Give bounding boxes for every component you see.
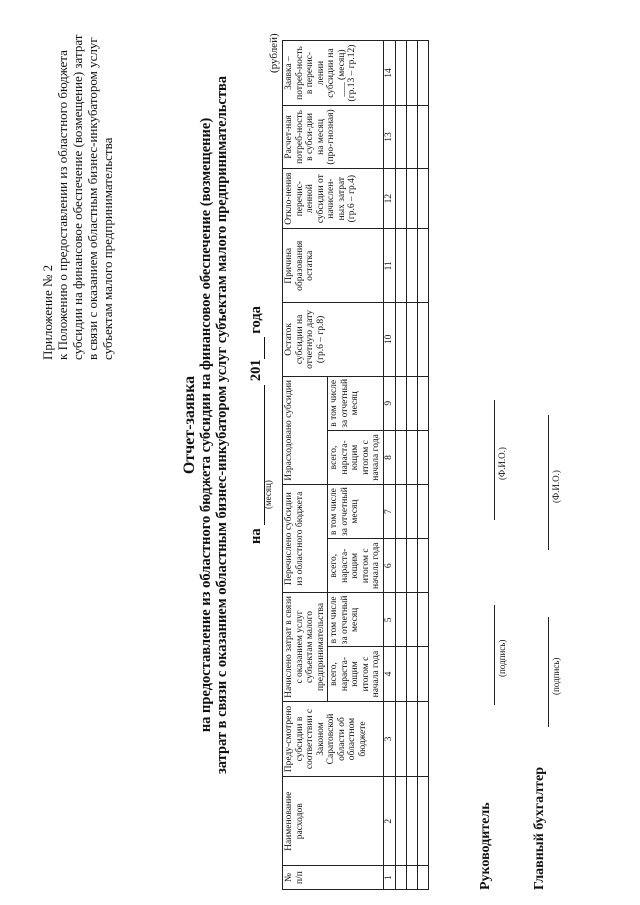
h-request: Заявка – потреб-ность в перечис-лении субсидии на ___ (месяц) (гр.13 – гр.12): [283, 41, 384, 106]
sub-cum-accrued: всего, нараста-ющим итогом с начала года: [328, 647, 384, 701]
period-on: на: [248, 528, 264, 544]
h-balance: Остаток субсидии на отчетную дату (гр.6 – гр.8): [283, 303, 384, 377]
h-num: № п/п: [283, 866, 384, 890]
col-num: 9: [383, 376, 395, 430]
year-blank: [250, 337, 265, 359]
unit-label: (рублей): [268, 33, 280, 73]
table-row: [417, 41, 428, 890]
table-row: [395, 41, 406, 890]
h-spent: Израсходовано субсидии: [283, 376, 328, 484]
title-line-1: Отчет-заявка: [181, 375, 198, 475]
col-num: 2: [383, 777, 395, 866]
appendix-text: к Положению о предоставлении из областного бюджета субсидии на финансовое обеспечение (возмещение) затрат в связи с оказанием областным бизнес-инкубатором услуг субъектам малого предпринимательства: [55, 34, 115, 360]
head-name-line: [494, 400, 495, 520]
sub-month-spent: в том числе за отчетный месяц: [328, 376, 384, 430]
accountant-name-line: [548, 415, 549, 550]
sub-cum-spent: всего, нараста-ющим итогом с начала года: [328, 430, 384, 484]
accountant-sign-line: [548, 617, 549, 727]
col-num: 3: [383, 701, 395, 777]
appendix-number: Приложение № 2: [40, 264, 55, 360]
col-num: 11: [383, 229, 395, 303]
sub-month-accrued: в том числе за отчетный месяц: [328, 593, 384, 647]
year-suffix: года: [248, 306, 264, 334]
column-numbers-row: [383, 41, 395, 890]
col-num: 12: [383, 168, 395, 229]
h-reason: Причина образования остатка: [283, 229, 384, 303]
h-transferred: Перечислено субсидии из областного бюджета: [283, 485, 328, 593]
col-num: 7: [383, 485, 395, 539]
appendix-block: [40, 30, 115, 360]
col-num: 5: [383, 593, 395, 647]
accountant-name-caption: (Ф.И.О.): [551, 470, 561, 503]
sub-month-transferred: в том числе за отчетный месяц: [328, 485, 384, 539]
head-sign-line: [494, 605, 495, 705]
col-num: 4: [383, 647, 395, 701]
table-row: [406, 41, 417, 890]
h-name: Наименование расходов: [283, 777, 384, 866]
h-planned: Преду-смотрено субсидии в соответствии с Законом Саратовской области об областном бюджете: [283, 701, 384, 777]
title-line-2: на предоставление из областного бюджета субсидии на финансовое обеспечение (возмещение): [198, 117, 214, 733]
accountant-sign-caption: (подпись): [551, 657, 561, 695]
year-prefix: 201: [248, 359, 264, 382]
head-sign-caption: (подпись): [497, 639, 507, 677]
col-num: 10: [383, 303, 395, 377]
h-deviation: Откло-нения перечис-ленной субсидии от начислен-ных затрат (гр.6 – гр.4): [283, 168, 384, 229]
col-num: 6: [383, 539, 395, 593]
report-table: [282, 40, 429, 890]
title-line-3: затрат в связи с оказанием областным бизнес-инкубатором услуг субъектам малого предпринимательства: [214, 75, 230, 775]
col-num: 13: [383, 106, 395, 169]
col-num: 8: [383, 430, 395, 484]
head-label: Руководитель: [478, 802, 493, 890]
accountant-label: Главный бухгалтер: [532, 767, 547, 890]
sub-cum-transferred: всего, нараста-ющим итогом с начала года: [328, 539, 384, 593]
h-accrued: Начислено затрат в связи с оказанием услуг субъектам малого предпринимательства: [283, 593, 328, 701]
col-num: 14: [383, 41, 395, 106]
report-period: [248, 25, 265, 825]
month-caption: (месяц): [263, 480, 273, 509]
h-need: Расчет-ная потреб-ность в субси-дии на месяц (про-гнозная): [283, 106, 384, 169]
col-num: 1: [383, 866, 395, 890]
header-row: [283, 41, 328, 890]
document-title: [182, 25, 230, 825]
head-name-caption: (Ф.И.О.): [497, 447, 507, 480]
